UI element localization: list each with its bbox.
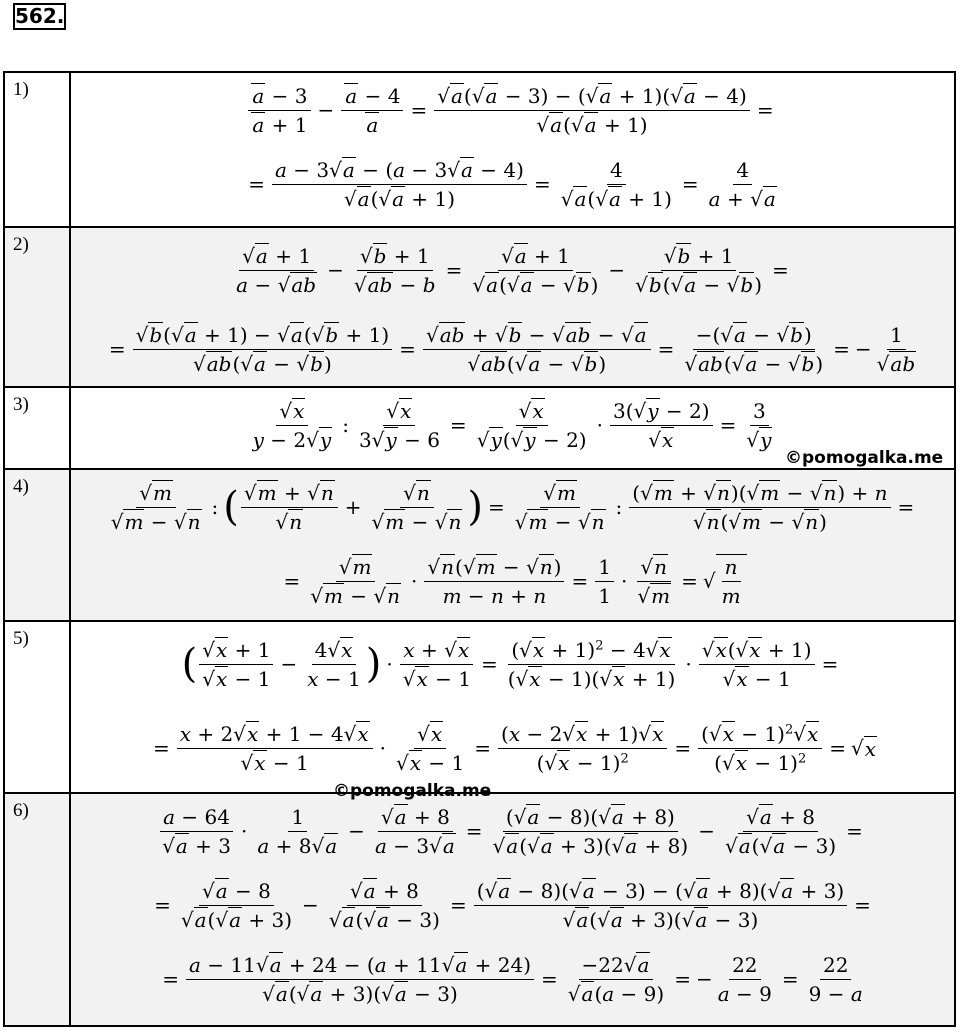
row-label: 1) bbox=[4, 72, 70, 227]
math-cell bbox=[70, 793, 955, 1026]
math-line: $\frac{√m}{√m - √n}$ : ( $\frac{√m + √n}{√n}$ + $\frac{√n}{√m - √n}$ ) = $\frac{√m}{√m - √n}$ : $\frac{(√m + √n)(√m - √n) + n}{√n(√m - √n)}$ = bbox=[110, 480, 915, 534]
table-row bbox=[4, 469, 955, 621]
table-row bbox=[4, 793, 955, 1026]
math-line: $\frac{√x}{y - 2√y}$ : $\frac{√x}{3√y - 6}$ = $\frac{√x}{√y(√y - 2)}$ · $\frac{3(√y - 2)}{√x}$ = $\frac{3}{√y}$ bbox=[252, 398, 772, 452]
math-cell bbox=[70, 621, 955, 793]
solutions-table bbox=[3, 71, 956, 1027]
math-line: = $\frac{a - 11√a + 24 - (a + 11√a + 24)}{√a(√a + 3)(√a - 3)}$ = $\frac{-22√a}{√a(a - 9)}$ = − $\frac{22}{a - 9}$ = $\frac{22}{9 - a}$ bbox=[162, 952, 863, 1006]
math-cell bbox=[70, 72, 955, 227]
table-row bbox=[4, 621, 955, 793]
math-line: ( $\frac{√x + 1}{√x - 1}$ − $\frac{4√x}{x - 1}$ ) · $\frac{x + √x}{√x - 1}$ = $\frac{(√x + 1)^2 - 4√x}{(√x - 1)(√x + 1)}$ · $\frac{√x(√x + 1)}{√x - 1}$ = bbox=[181, 637, 839, 691]
math-line: $\frac{√a + 1}{a - √ab}$ − $\frac{√b + 1}{√ab - b}$ = $\frac{√a + 1}{√a(√a - √b)}$ − $\frac{√b + 1}{√b(√a - √b)}$ = bbox=[236, 243, 789, 297]
row-label: 3) bbox=[4, 387, 70, 469]
math-line: = $\frac{√b(√a + 1) - √a(√b + 1)}{√ab(√a - √b)}$ = $\frac{√ab + √b - √ab - √a}{√ab(√a - √b)}$ = $\frac{-(√a - √b)}{√ab(√a - √b)}$ = − $\frac{1}{√ab}$ bbox=[108, 322, 916, 376]
math-line: = $\frac{a - 3√a - (a - 3√a - 4)}{√a(√a + 1)}$ = $\frac{4}{√a(√a + 1)}$ = $\frac{4}{a + √a}$ bbox=[248, 157, 776, 211]
math-cell bbox=[70, 227, 955, 387]
math-cell bbox=[70, 469, 955, 621]
problem-number: 562. bbox=[15, 4, 65, 28]
watermark: ©pomogalka.me bbox=[785, 448, 944, 468]
table-row bbox=[4, 227, 955, 387]
math-line: = $\frac{x + 2√x + 1 - 4√x}{√x - 1}$ · $\frac{√x}{√x - 1}$ = $\frac{(x - 2√x + 1)√x}{(√x - 1)^2}$ = $\frac{(√x - 1)^2√x}{(√x - 1)^2}$ = √ x bbox=[152, 721, 877, 775]
math-line: $\frac{a - 64}{√a + 3}$ · $\frac{1}{a + 8√a}$ − $\frac{√a + 8}{a - 3√a}$ = $\frac{(√a - 8)(√a + 8)}{√a(√a + 3)(√a + 8)}$ − $\frac{√a + 8}{√a(√a - 3)}$ = bbox=[162, 804, 863, 858]
watermark: ©pomogalka.me bbox=[333, 781, 492, 801]
row-label: 6) bbox=[4, 793, 70, 1026]
row-label: 4) bbox=[4, 469, 70, 621]
math-line: $\frac{a - 3}{a + 1}$ − $\frac{a - 4}{a}$ = $\frac{√a(√a - 3) - (√a + 1)(√a - 4)}{√a(√a + 1)}$ = bbox=[71, 73, 954, 147]
table-row bbox=[4, 72, 955, 227]
row-label: 2) bbox=[4, 227, 70, 387]
row-label: 5) bbox=[4, 621, 70, 793]
math-line: = $\frac{√a - 8}{√a(√a + 3)}$ − $\frac{√a + 8}{√a(√a - 3)}$ = $\frac{(√a - 8)(√a - 3) - (√a + 8)(√a + 3)}{√a(√a + 3)(√a - 3)}$ = bbox=[154, 878, 871, 932]
math-line: = $\frac{√m}{√m - √n}$ · $\frac{√n(√m - √n)}{m - n + n}$ = $\frac{1}{1}$ · $\frac{√n}{√m}$ = √ $\frac{n}{m}$ bbox=[71, 544, 954, 618]
